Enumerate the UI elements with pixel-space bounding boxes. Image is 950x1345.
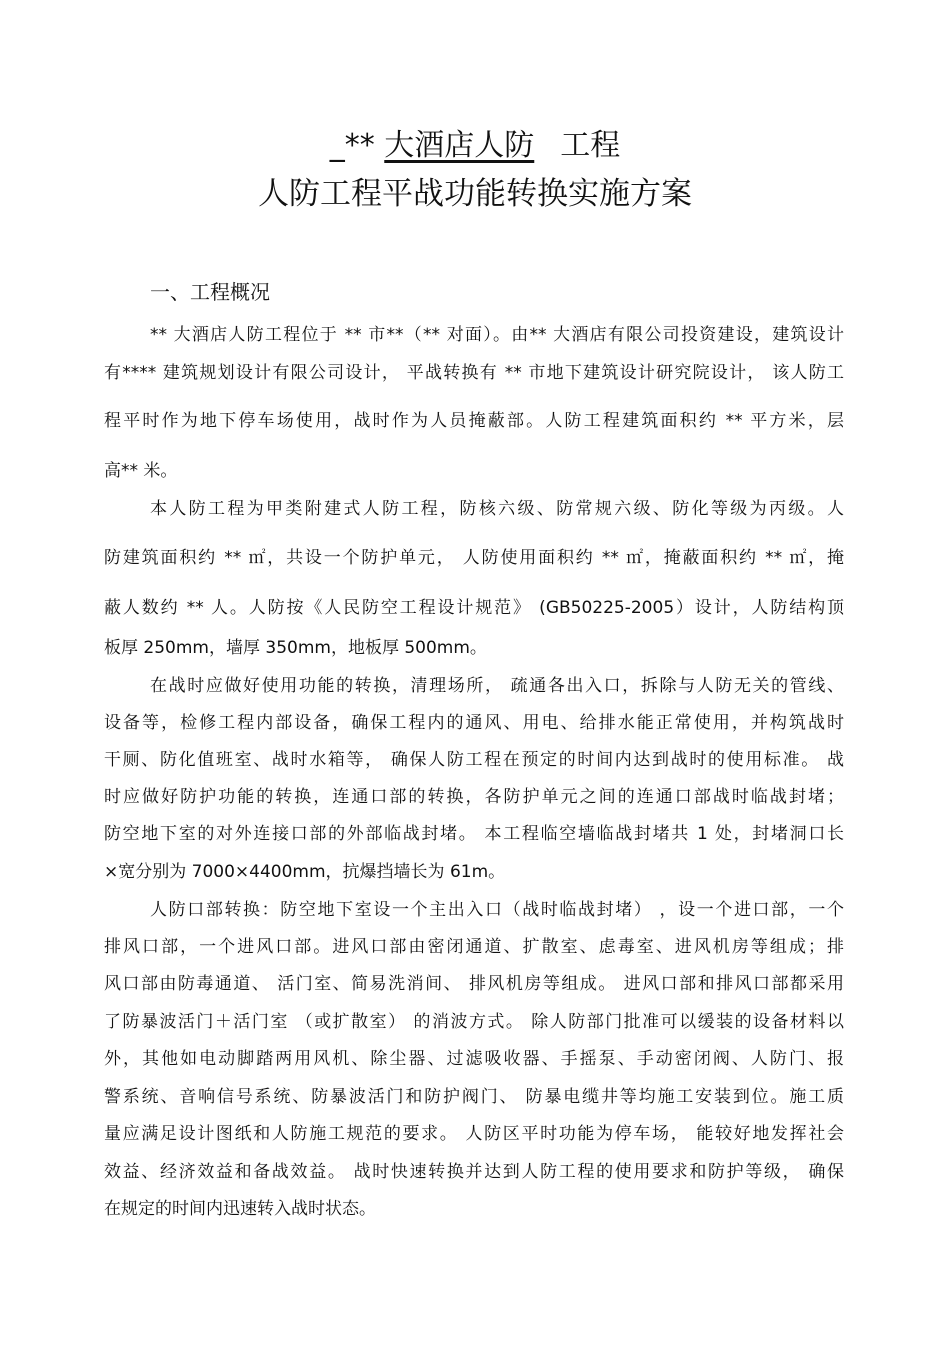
paragraph-line: 蔽人数约 ** 人。人防按《人民防空工程设计规范》 (GB50225-2005）设计，人防结构顶	[104, 598, 844, 618]
paragraph-line: 防空地下室的对外连接口部的外部临战封堵。 本工程临空墙临战封堵共 1 处，封堵洞口长	[104, 824, 844, 844]
title-prefix: _**	[329, 128, 375, 163]
paragraph-line: 时应做好防护功能的转换，连通口部的转换，各防护单元之间的连通口部战时临战封堵；	[104, 787, 844, 807]
paragraph-line: ** 大酒店人防工程位于 ** 市**（** 对面）。由** 大酒店有限公司投资建设，建筑设计	[150, 325, 844, 345]
paragraph-line: 设备等，检修工程内部设备，确保工程内的通风、用电、给排水能正常使用，并构筑战时	[104, 713, 844, 733]
paragraph-line: 风口部由防毒通道、 活门室、简易洗消间、 排风机房等组成。 进风口部和排风口部都采用	[104, 974, 844, 994]
paragraph-line: 在规定的时间内迅速转入战时状态。	[104, 1199, 376, 1219]
paragraph-line: 排风口部，一个进风口部。进风口部由密闭通道、扩散室、虑毒室、进风机房等组成；排	[104, 937, 844, 957]
paragraph-line: 有**** 建筑规划设计有限公司设计， 平战转换有 ** 市地下建筑设计研究院设计， 该人防工	[104, 363, 844, 383]
paragraph-line: 了防暴波活门＋活门室 （或扩散室） 的消波方式。 除人防部门批准可以缓装的设备材料以	[104, 1012, 844, 1032]
section-heading: 一、工程概况	[150, 280, 270, 304]
paragraph-line: 板厚 250mm，墙厚 350mm，地板厚 500mm。	[104, 638, 487, 658]
paragraph-line: 量应满足设计图纸和人防施工规范的要求。 人防区平时功能为停车场， 能较好地发挥社会	[104, 1124, 844, 1144]
paragraph-line: 效益、经济效益和备战效益。 战时快速转换并达到人防工程的使用要求和防护等级， 确保	[104, 1162, 844, 1182]
paragraph-line: 在战时应做好使用功能的转换，清理场所， 疏通各出入口，拆除与人防无关的管线、	[150, 676, 844, 696]
paragraph-line: 高** 米。	[104, 461, 178, 481]
paragraph-line: 干厕、防化值班室、战时水箱等， 确保人防工程在预定的时间内达到战时的使用标准。 战	[104, 750, 844, 770]
document-title	[0, 124, 950, 168]
document-subtitle: 人防工程平战功能转换实施方案	[258, 176, 692, 212]
paragraph-line: 外，其他如电动脚踏两用风机、除尘器、过滤吸收器、手摇泵、手动密闭阀、人防门、报	[104, 1049, 844, 1069]
paragraph-line: 防建筑面积约 ** ㎡，共设一个防护单元， 人防使用面积约 ** ㎡，掩蔽面积约 ** ㎡，掩	[104, 548, 844, 568]
paragraph-line: 警系统、音响信号系统、防暴波活门和防护阀门、 防暴电缆井等均施工安装到位。施工质	[104, 1087, 844, 1107]
paragraph-line: 人防口部转换：防空地下室设一个主出入口（战时临战封堵） ，设一个进口部，一个	[150, 900, 844, 920]
title-project-name: 大酒店人防	[384, 128, 535, 163]
paragraph-line: ×宽分别为 7000×4400mm，抗爆挡墙长为 61m。	[104, 862, 506, 882]
paragraph-line: 本人防工程为甲类附建式人防工程，防核六级、防常规六级、防化等级为丙级。人	[150, 499, 844, 519]
title-suffix: 工程	[560, 128, 621, 163]
paragraph-line: 程平时作为地下停车场使用，战时作为人员掩蔽部。人防工程建筑面积约 ** 平方米，层	[104, 411, 844, 431]
